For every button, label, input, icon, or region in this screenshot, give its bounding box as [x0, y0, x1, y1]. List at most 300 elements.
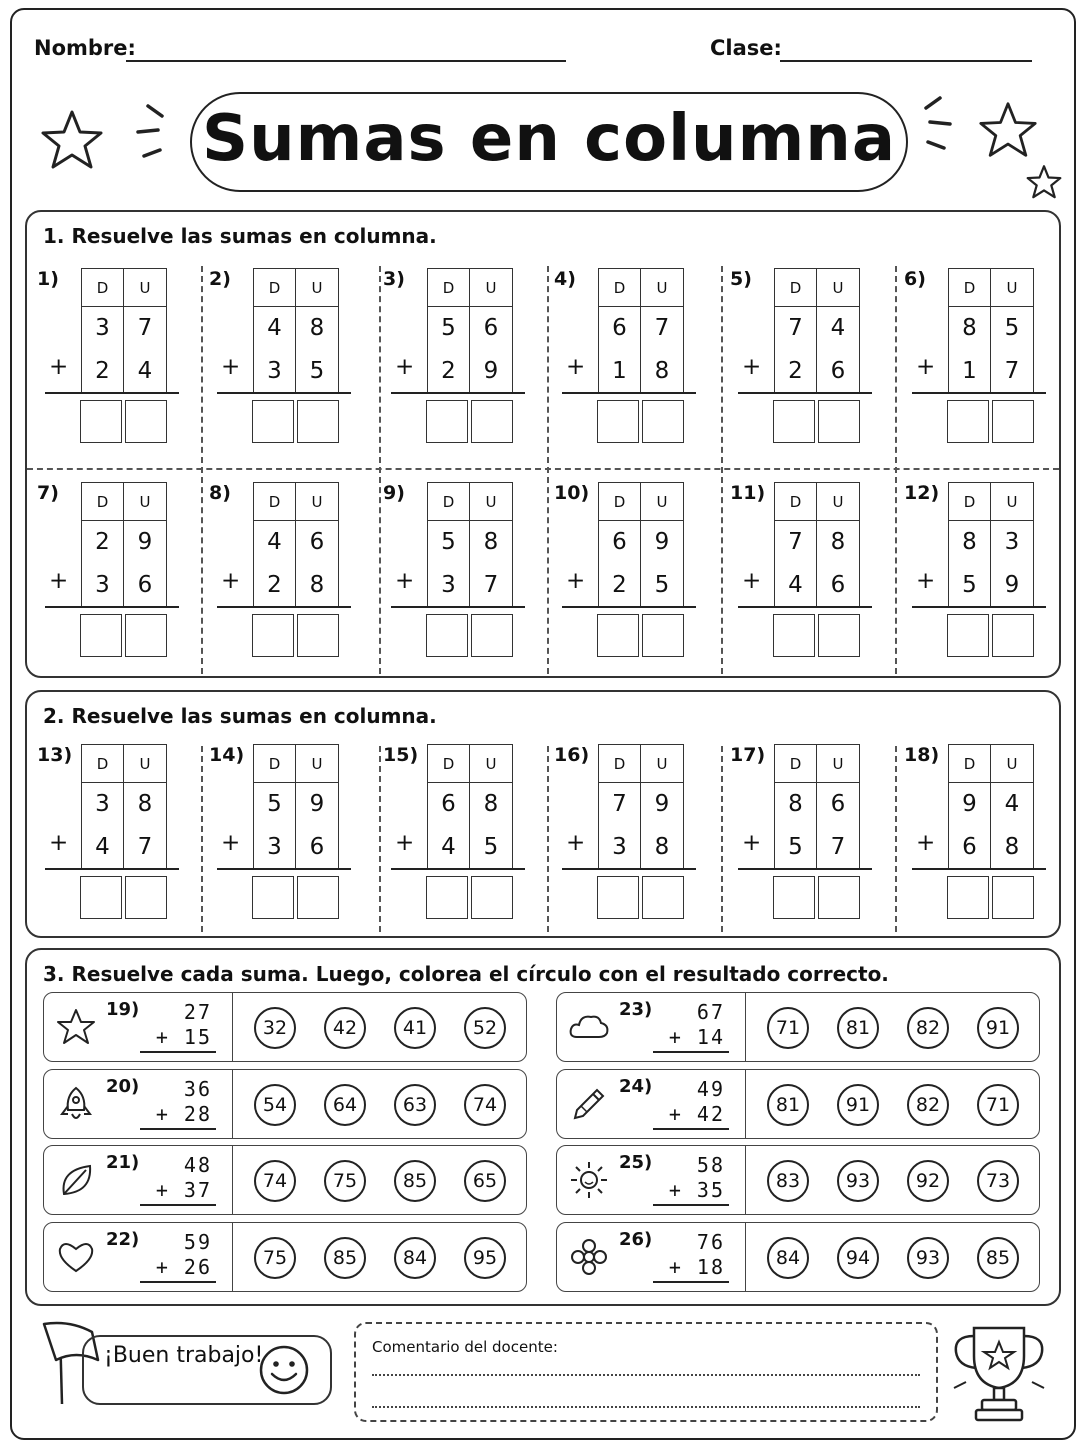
addition-problem [197, 482, 369, 662]
addend-2-tens: 4 [428, 825, 470, 869]
place-value-grid [948, 268, 1034, 394]
sum-line [912, 868, 1046, 870]
addend-1-units: 4 [1004, 791, 1020, 817]
answer-units-box[interactable] [471, 876, 513, 919]
addend-1-tens: 9 [949, 783, 991, 825]
answer-option-circle[interactable]: 71 [977, 1084, 1019, 1126]
answer-option-circle[interactable]: 91 [977, 1007, 1019, 1049]
addend-1-units: 7 [137, 315, 153, 341]
section-2-title: 2. Resuelve las sumas en columna. [43, 704, 437, 728]
units-header: U [124, 483, 166, 521]
plus-sign: + [916, 568, 936, 594]
addend-2: + 15 [155, 1025, 212, 1049]
answer-option-circle[interactable]: 92 [907, 1160, 949, 1202]
sum-line [653, 1128, 729, 1130]
answer-tens-box[interactable] [773, 614, 815, 657]
addend-1-units: 8 [483, 791, 499, 817]
problem-number: 6) [904, 268, 926, 290]
place-value-grid [81, 482, 167, 608]
addition-problem [718, 744, 890, 924]
star-icon [978, 100, 1038, 160]
answer-units-box[interactable] [125, 400, 167, 443]
addend-2: + 28 [155, 1101, 212, 1126]
problem-number: 15) [383, 744, 419, 766]
page-title: Sumas en columna [202, 102, 896, 176]
addend-2-tens: 3 [254, 349, 296, 393]
addend-2-units: 6 [309, 834, 325, 860]
answer-tens-box[interactable] [252, 400, 294, 443]
addend-1-units: 3 [1004, 529, 1020, 555]
tens-header: D [775, 745, 817, 783]
problem-number: 25) [619, 1152, 653, 1173]
addend-1-tens: 6 [428, 783, 470, 825]
place-value-grid [774, 744, 860, 870]
addend-2-units: 7 [830, 834, 846, 860]
answer-units-box[interactable] [992, 400, 1034, 443]
addition-problem [25, 268, 197, 448]
addend-2: + 37 [155, 1178, 212, 1202]
answer-option-circle[interactable]: 93 [837, 1160, 879, 1202]
plus-sign: + [49, 830, 69, 856]
addend-2-tens: 5 [775, 825, 817, 869]
addend-1-units: 4 [830, 315, 846, 341]
problem-number: 17) [730, 744, 766, 766]
addend-1-tens: 4 [254, 307, 296, 349]
sum-choice-row [556, 1222, 1040, 1292]
answer-option-circle[interactable]: 85 [394, 1160, 436, 1202]
answer-option-circle[interactable]: 52 [464, 1007, 506, 1049]
problem-number: 4) [554, 268, 576, 290]
answer-option-circle[interactable]: 42 [324, 1007, 366, 1049]
addend-2-tens: 1 [599, 349, 641, 393]
addend-2-tens: 3 [599, 825, 641, 869]
sum-line [562, 606, 696, 608]
sum-line [140, 1128, 216, 1130]
addend-1-units: 7 [654, 315, 670, 341]
addend-2-tens: 2 [775, 349, 817, 393]
answer-tens-box[interactable] [426, 876, 468, 919]
tens-header: D [82, 269, 124, 307]
answer-option-circle[interactable]: 82 [907, 1007, 949, 1049]
addition-problem [718, 482, 890, 662]
sum-choice-row [43, 1145, 527, 1215]
addition-problem [371, 744, 543, 924]
sparkle-lines-icon [918, 92, 958, 156]
addend-1-units: 6 [309, 529, 325, 555]
answer-option-circle[interactable]: 95 [464, 1237, 506, 1279]
answer-tens-box[interactable] [773, 876, 815, 919]
units-header: U [991, 269, 1033, 307]
section-1-title: 1. Resuelve las sumas en columna. [43, 224, 437, 248]
answer-option-circle[interactable]: 75 [254, 1237, 296, 1279]
tens-header: D [428, 745, 470, 783]
place-value-grid [253, 482, 339, 608]
addend-2-tens: 4 [775, 563, 817, 607]
problem-number: 2) [209, 268, 231, 290]
sum-line [653, 1051, 729, 1053]
answer-option-circle[interactable]: 82 [907, 1084, 949, 1126]
addend-2-tens: 5 [949, 563, 991, 607]
tens-header: D [254, 269, 296, 307]
plus-sign: + [221, 354, 241, 380]
answer-option-circle[interactable]: 74 [464, 1084, 506, 1126]
sum-line [391, 392, 525, 394]
sum-choice-row [43, 1069, 527, 1139]
problem-number: 26) [619, 1228, 653, 1250]
plus-sign: + [742, 568, 762, 594]
problem-number: 20) [106, 1075, 140, 1097]
addend-2-units: 7 [483, 572, 499, 598]
plus-sign: + [916, 830, 936, 856]
tens-header: D [949, 269, 991, 307]
sum-line [140, 1204, 216, 1206]
sum-line [217, 606, 351, 608]
units-header: U [296, 745, 338, 783]
smiley-icon [258, 1344, 310, 1396]
answer-tens-box[interactable] [773, 400, 815, 443]
addend-1-tens: 6 [599, 307, 641, 349]
addend-2: + 14 [668, 1025, 725, 1049]
addend-1-units: 9 [137, 529, 153, 555]
addend-2: + 35 [668, 1178, 725, 1202]
addition-problem [371, 482, 543, 662]
units-header: U [817, 483, 859, 521]
units-header: U [817, 745, 859, 783]
problem-number: 9) [383, 482, 405, 504]
addend-2-units: 8 [654, 358, 670, 384]
addend-1: 36 [183, 1076, 212, 1101]
addend-2-tens: 2 [428, 349, 470, 393]
units-header: U [296, 483, 338, 521]
answer-option-circle[interactable]: 94 [837, 1237, 879, 1279]
addend-2-units: 6 [137, 572, 153, 598]
units-header: U [124, 269, 166, 307]
title-cloud [190, 92, 908, 192]
answer-tens-box[interactable] [947, 876, 989, 919]
place-value-grid [774, 268, 860, 394]
addend-2: + 26 [155, 1254, 212, 1279]
addend-1-units: 5 [1004, 315, 1020, 341]
addend-1-units: 8 [483, 529, 499, 555]
addend-1: 59 [183, 1229, 212, 1254]
addend-2-tens: 6 [949, 825, 991, 869]
addend-1-tens: 3 [82, 307, 124, 349]
plus-sign: + [395, 830, 415, 856]
answer-tens-box[interactable] [947, 400, 989, 443]
answer-units-box[interactable] [297, 400, 339, 443]
sum-line [45, 392, 179, 394]
units-header: U [296, 269, 338, 307]
answer-option-circle[interactable]: 64 [324, 1084, 366, 1126]
trophy-icon [944, 1318, 1054, 1428]
addition-problem [892, 482, 1064, 662]
answer-option-circle[interactable]: 84 [394, 1237, 436, 1279]
answer-units-box[interactable] [642, 614, 684, 657]
sum-line [562, 392, 696, 394]
flower-icon [569, 1237, 609, 1277]
good-job-badge [40, 1320, 338, 1406]
addend-1-tens: 8 [775, 783, 817, 825]
units-header: U [470, 483, 512, 521]
addend-1-units: 9 [654, 529, 670, 555]
addend-1-units: 8 [309, 315, 325, 341]
answer-option-circle[interactable]: 83 [767, 1160, 809, 1202]
place-value-grid [253, 744, 339, 870]
problem-number: 5) [730, 268, 752, 290]
good-job-text: ¡Buen trabajo! [104, 1343, 264, 1368]
answer-option-circle[interactable]: 93 [907, 1237, 949, 1279]
sum-choice-row [556, 1069, 1040, 1139]
answer-tens-box[interactable] [252, 614, 294, 657]
tens-header: D [775, 483, 817, 521]
tens-header: D [949, 745, 991, 783]
sum-choice-row [556, 1145, 1040, 1215]
addend-2-units: 4 [137, 358, 153, 384]
plus-sign: + [742, 830, 762, 856]
answer-option-circle[interactable]: 84 [767, 1237, 809, 1279]
answer-units-box[interactable] [297, 614, 339, 657]
sum-choice-row [43, 992, 527, 1062]
addend-1-tens: 2 [82, 521, 124, 563]
answer-units-box[interactable] [471, 400, 513, 443]
plus-sign: + [566, 568, 586, 594]
answer-option-circle[interactable]: 85 [977, 1237, 1019, 1279]
class-field[interactable] [780, 60, 1032, 62]
addend-1-tens: 5 [428, 521, 470, 563]
answer-units-box[interactable] [818, 400, 860, 443]
answer-option-circle[interactable]: 75 [324, 1160, 366, 1202]
addend-2-units: 8 [654, 834, 670, 860]
addend-1-units: 8 [137, 791, 153, 817]
teacher-comment-box[interactable] [354, 1322, 938, 1422]
sum-choice-row [556, 992, 1040, 1062]
tens-header: D [599, 745, 641, 783]
answer-tens-box[interactable] [597, 614, 639, 657]
addend-1: 58 [696, 1153, 725, 1177]
sum-line [912, 606, 1046, 608]
answer-tens-box[interactable] [426, 614, 468, 657]
answer-units-box[interactable] [992, 614, 1034, 657]
units-header: U [470, 745, 512, 783]
addition-problem [25, 744, 197, 924]
star-icon [40, 108, 104, 172]
place-value-grid [427, 268, 513, 394]
addend-2-units: 6 [830, 572, 846, 598]
plus-sign: + [395, 354, 415, 380]
answer-option-circle[interactable]: 71 [767, 1007, 809, 1049]
answer-units-box[interactable] [125, 876, 167, 919]
addend-2-tens: 2 [599, 563, 641, 607]
comment-label: Comentario del docente: [372, 1338, 558, 1356]
answer-option-circle[interactable]: 81 [767, 1084, 809, 1126]
addend-2-units: 8 [309, 572, 325, 598]
place-value-grid [253, 268, 339, 394]
sum-line [140, 1051, 216, 1053]
addition-problem [542, 744, 714, 924]
answer-tens-box[interactable] [947, 614, 989, 657]
problem-number: 11) [730, 482, 766, 504]
problem-number: 14) [209, 744, 245, 766]
plus-sign: + [566, 354, 586, 380]
answer-tens-box[interactable] [426, 400, 468, 443]
addend-1-units: 8 [830, 529, 846, 555]
place-value-grid [81, 268, 167, 394]
sum-line [217, 868, 351, 870]
addend-2-tens: 2 [254, 563, 296, 607]
addition-problem [25, 482, 197, 662]
addend-1-units: 6 [483, 315, 499, 341]
addend-2-units: 6 [830, 358, 846, 384]
answer-units-box[interactable] [818, 876, 860, 919]
tens-header: D [599, 269, 641, 307]
place-value-grid [427, 744, 513, 870]
problem-number: 18) [904, 744, 940, 766]
units-header: U [641, 745, 683, 783]
answer-option-circle[interactable]: 41 [394, 1007, 436, 1049]
pencil-icon [569, 1084, 609, 1124]
answer-tens-box[interactable] [80, 876, 122, 919]
addition-problem [718, 268, 890, 448]
tens-header: D [82, 745, 124, 783]
addend-1-units: 9 [309, 791, 325, 817]
answer-tens-box[interactable] [80, 400, 122, 443]
answer-option-circle[interactable]: 91 [837, 1084, 879, 1126]
place-value-grid [81, 744, 167, 870]
answer-units-box[interactable] [642, 400, 684, 443]
addend-1-tens: 7 [775, 521, 817, 563]
sum-line [140, 1281, 216, 1283]
sum-line [45, 606, 179, 608]
addend-2-tens: 4 [82, 825, 124, 869]
addend-1-tens: 5 [254, 783, 296, 825]
tens-header: D [428, 483, 470, 521]
star-icon [56, 1007, 96, 1047]
addend-2-tens: 3 [428, 563, 470, 607]
answer-option-circle[interactable]: 81 [837, 1007, 879, 1049]
class-label: Clase: [710, 36, 782, 60]
answer-units-box[interactable] [642, 876, 684, 919]
place-value-grid [427, 482, 513, 608]
answer-units-box[interactable] [818, 614, 860, 657]
problem-number: 8) [209, 482, 231, 504]
answer-option-circle[interactable]: 85 [324, 1237, 366, 1279]
addend-1: 67 [696, 1000, 725, 1024]
cloud-icon [569, 1007, 609, 1047]
tens-header: D [428, 269, 470, 307]
addend-1-tens: 8 [949, 521, 991, 563]
answer-tens-box[interactable] [597, 400, 639, 443]
addend-2-units: 8 [1004, 834, 1020, 860]
sum-line [653, 1204, 729, 1206]
tens-header: D [254, 483, 296, 521]
plus-sign: + [49, 568, 69, 594]
place-value-grid [598, 482, 684, 608]
addend-2-tens: 1 [949, 349, 991, 393]
answer-option-circle[interactable]: 65 [464, 1160, 506, 1202]
addend-1-tens: 7 [599, 783, 641, 825]
plus-sign: + [221, 830, 241, 856]
answer-option-circle[interactable]: 74 [254, 1160, 296, 1202]
answer-tens-box[interactable] [252, 876, 294, 919]
problem-number: 16) [554, 744, 590, 766]
addition-problem [197, 268, 369, 448]
addend-1-tens: 5 [428, 307, 470, 349]
plus-sign: + [742, 354, 762, 380]
answer-units-box[interactable] [992, 876, 1034, 919]
plus-sign: + [49, 354, 69, 380]
tens-header: D [82, 483, 124, 521]
problem-number: 7) [37, 482, 59, 504]
answer-option-circle[interactable]: 54 [254, 1084, 296, 1126]
sum-line [562, 868, 696, 870]
problem-number: 24) [619, 1075, 653, 1097]
addend-1-tens: 7 [775, 307, 817, 349]
addend-1-tens: 4 [254, 521, 296, 563]
units-header: U [124, 745, 166, 783]
addend-2-units: 9 [1004, 572, 1020, 598]
answer-option-circle[interactable]: 73 [977, 1160, 1019, 1202]
problem-number: 21) [106, 1152, 140, 1173]
answer-units-box[interactable] [297, 876, 339, 919]
addend-1-tens: 3 [82, 783, 124, 825]
sum-line [391, 868, 525, 870]
answer-tens-box[interactable] [80, 614, 122, 657]
addend-2: + 42 [668, 1101, 725, 1126]
plus-sign: + [221, 568, 241, 594]
place-value-grid [598, 268, 684, 394]
problem-number: 3) [383, 268, 405, 290]
place-value-grid [774, 482, 860, 608]
addition-problem [892, 744, 1064, 924]
problem-number: 1) [37, 268, 59, 290]
tens-header: D [775, 269, 817, 307]
section-3-title: 3. Resuelve cada suma. Luego, colorea el círculo con el resultado correcto. [43, 962, 889, 986]
answer-units-box[interactable] [471, 614, 513, 657]
addend-2-units: 7 [137, 834, 153, 860]
rocket-icon [56, 1084, 96, 1124]
sum-line [738, 606, 872, 608]
tens-header: D [949, 483, 991, 521]
units-header: U [991, 483, 1033, 521]
heart-icon [56, 1237, 96, 1277]
addend-1: 49 [696, 1076, 725, 1101]
answer-units-box[interactable] [125, 614, 167, 657]
units-header: U [470, 269, 512, 307]
sum-line [45, 868, 179, 870]
answer-option-circle[interactable]: 63 [394, 1084, 436, 1126]
answer-tens-box[interactable] [597, 876, 639, 919]
place-value-grid [948, 744, 1034, 870]
name-field[interactable] [126, 60, 566, 62]
problem-number: 22) [106, 1228, 140, 1250]
answer-option-circle[interactable]: 32 [254, 1007, 296, 1049]
addition-problem [371, 268, 543, 448]
problem-number: 10) [554, 482, 590, 504]
addend-2-units: 5 [309, 358, 325, 384]
plus-sign: + [916, 354, 936, 380]
problem-number: 23) [619, 999, 653, 1020]
small-star-icon [1026, 164, 1062, 200]
addend-2-units: 5 [483, 834, 499, 860]
addend-2: + 18 [668, 1254, 725, 1279]
leaf-icon [56, 1160, 96, 1200]
addition-problem [892, 268, 1064, 448]
addition-problem [542, 268, 714, 448]
name-label: Nombre: [34, 36, 136, 60]
units-header: U [641, 483, 683, 521]
addend-2-tens: 3 [254, 825, 296, 869]
addend-2-units: 9 [483, 358, 499, 384]
